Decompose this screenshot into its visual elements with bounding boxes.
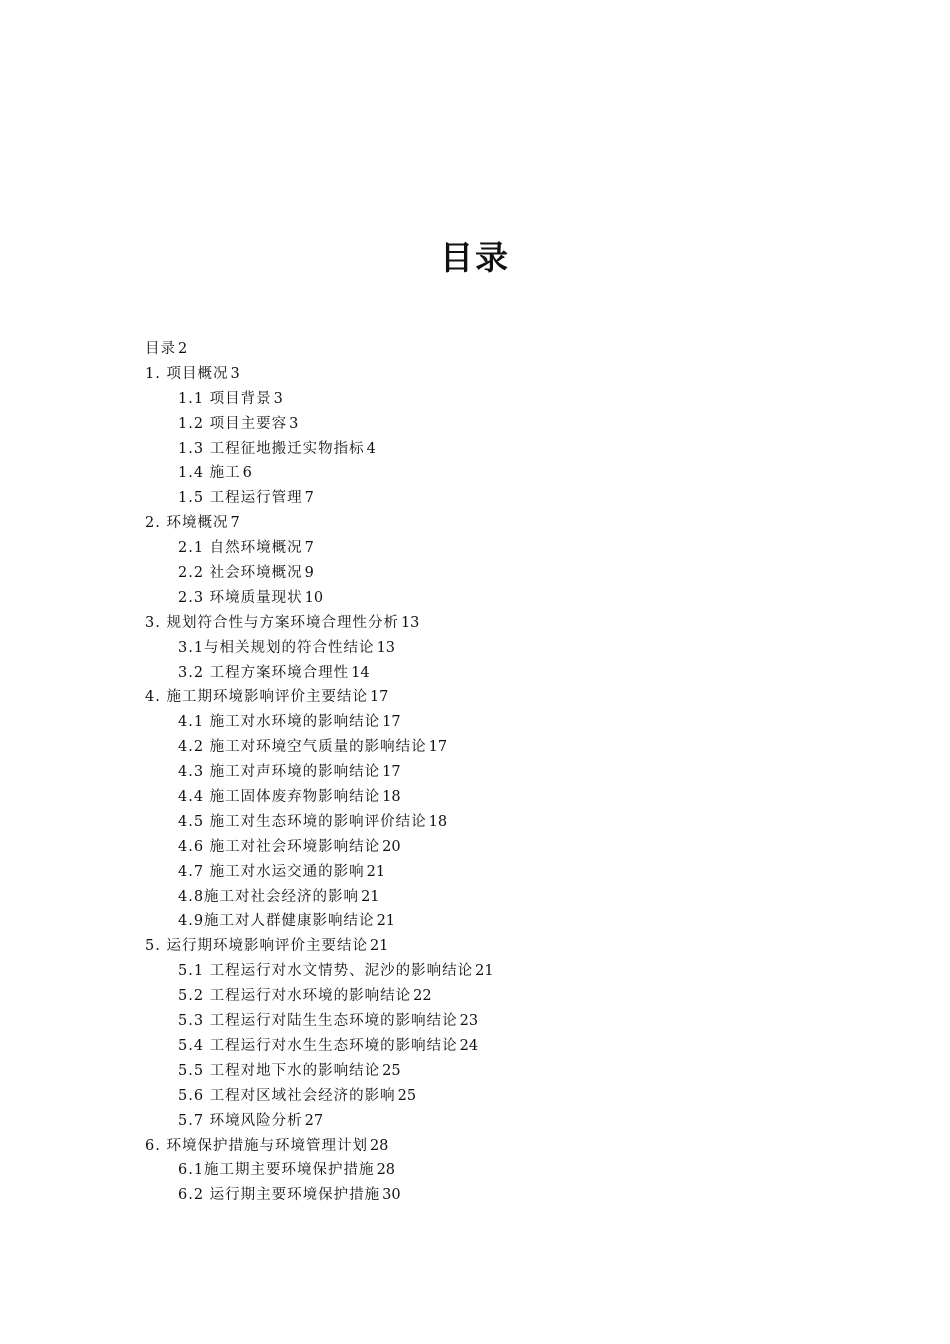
toc-entry-label: 5.1 工程运行对水文情势、泥沙的影响结论: [178, 963, 474, 980]
toc-entry-page-number: 20: [382, 838, 401, 855]
toc-entry[interactable]: [145, 1034, 845, 1059]
toc-entry[interactable]: [145, 412, 845, 437]
toc-entry[interactable]: [145, 735, 845, 760]
toc-entry[interactable]: [145, 934, 845, 959]
toc-entry-label: 4.1 施工对水环境的影响结论: [178, 714, 381, 731]
toc-entry[interactable]: [145, 710, 845, 735]
toc-entry[interactable]: [145, 461, 845, 486]
toc-entry[interactable]: [145, 1059, 845, 1084]
toc-entry-page-number: 17: [382, 714, 401, 731]
toc-entry[interactable]: [145, 437, 845, 462]
toc-entry-page-number: 3: [230, 365, 240, 382]
toc-entry-page-number: 7: [230, 515, 240, 532]
toc-entry-label: 1.4 施工: [178, 465, 241, 482]
toc-entry-label: 1.2 项目主要容: [178, 415, 288, 432]
toc-entry-page-number: 13: [400, 614, 420, 631]
toc-entry-page-number: 24: [459, 1037, 479, 1054]
toc-entry-page-number: 3: [273, 390, 283, 407]
toc-entry[interactable]: [145, 1183, 845, 1208]
toc-entry-page-number: 17: [428, 739, 448, 756]
toc-entry-label: 5.4 工程运行对水生生态环境的影响结论: [178, 1037, 458, 1054]
toc-entry-label: 4.3 施工对声环境的影响结论: [178, 764, 381, 781]
toc-entry[interactable]: [145, 1134, 845, 1159]
toc-entry-label: 4.6 施工对社会环境影响结论: [178, 838, 381, 855]
toc-entry-page-number: 13: [376, 639, 396, 656]
toc-entry[interactable]: [145, 959, 845, 984]
toc-entry[interactable]: [145, 661, 845, 686]
toc-entry[interactable]: [145, 810, 845, 835]
toc-entry-page-number: 6: [242, 465, 252, 482]
toc-entry-label: 6.1施工期主要环境保护措施: [178, 1162, 375, 1179]
toc-entry-label: 5.6 工程对区域社会经济的影响: [178, 1087, 396, 1104]
toc-entry[interactable]: [145, 561, 845, 586]
toc-entry[interactable]: [145, 337, 845, 362]
toc-entry-page-number: 21: [366, 863, 386, 880]
toc-entry-page-number: 28: [369, 1137, 389, 1154]
toc-entry[interactable]: [145, 785, 845, 810]
toc-entry-label: 1.1 项目背景: [178, 390, 272, 407]
toc-entry[interactable]: [145, 536, 845, 561]
toc-entry-page-number: 25: [397, 1087, 417, 1104]
toc-entry-page-number: 10: [304, 589, 324, 606]
toc-entry-label: 3. 规划符合性与方案环境合理性分析: [145, 614, 399, 631]
toc-entry-page-number: 14: [351, 664, 370, 681]
toc-entry[interactable]: [145, 586, 845, 611]
toc-entry-page-number: 18: [428, 813, 448, 830]
toc-entry-label: 1.3 工程征地搬迁实物指标: [178, 440, 365, 457]
toc-entry-label: 2.2 社会环境概况: [178, 565, 303, 582]
toc-entry-page-number: 4: [366, 440, 376, 457]
toc-entry-page-number: 28: [376, 1162, 396, 1179]
toc-entry-page-number: 21: [475, 963, 494, 980]
toc-entry-label: 3.2 工程方案环境合理性: [178, 664, 350, 681]
toc-entry-page-number: 21: [369, 938, 389, 955]
toc-entry-page-number: 9: [304, 565, 314, 582]
toc-entry-page-number: 21: [361, 888, 380, 905]
toc-entry[interactable]: [145, 1109, 845, 1134]
toc-entry-label: 6.2 运行期主要环境保护措施: [178, 1187, 381, 1204]
toc-entry[interactable]: [145, 984, 845, 1009]
toc-entry-label: 3.1与相关规划的符合性结论: [178, 639, 375, 656]
toc-entry-page-number: 27: [304, 1112, 324, 1129]
toc-entry[interactable]: [145, 511, 845, 536]
toc-entry[interactable]: [145, 685, 845, 710]
toc-entry[interactable]: [145, 760, 845, 785]
toc-entry-page-number: 22: [413, 988, 432, 1005]
toc-entry-label: 5. 运行期环境影响评价主要结论: [145, 938, 368, 955]
toc-entry-label: 4.8施工对社会经济的影响: [178, 888, 360, 905]
toc-entry-page-number: 2: [178, 341, 188, 357]
toc-entry-page-number: 3: [289, 415, 299, 432]
toc-entry-label: 2.3 环境质量现状: [178, 589, 303, 606]
toc-entry-label: 1.5 工程运行管理: [178, 490, 303, 507]
toc-entry-page-number: 17: [382, 764, 401, 781]
toc-entry[interactable]: [145, 860, 845, 885]
toc-entry[interactable]: [145, 835, 845, 860]
toc-entry[interactable]: [145, 636, 845, 661]
toc-entry[interactable]: [145, 1084, 845, 1109]
toc-entry-label: 2. 环境概况: [145, 515, 229, 532]
table-of-contents: [145, 337, 845, 1208]
toc-entry-page-number: 18: [382, 789, 401, 806]
toc-entry-label: 1. 项目概况: [145, 365, 229, 382]
toc-entry-page-number: 21: [376, 913, 396, 930]
toc-entry-page-number: 23: [459, 1013, 479, 1030]
toc-entry-label: 4.4 施工固体废弃物影响结论: [178, 789, 381, 806]
toc-entry-label: 4. 施工期环境影响评价主要结论: [145, 689, 368, 706]
toc-entry-label: 5.5 工程对地下水的影响结论: [178, 1062, 381, 1079]
toc-entry[interactable]: [145, 611, 845, 636]
toc-entry-label: 4.9施工对人群健康影响结论: [178, 913, 375, 930]
toc-entry-label: 4.5 施工对生态环境的影响评价结论: [178, 813, 427, 830]
toc-entry-page-number: 17: [369, 689, 389, 706]
toc-entry[interactable]: [145, 1158, 845, 1183]
toc-entry-page-number: 30: [382, 1187, 401, 1204]
toc-entry[interactable]: [145, 486, 845, 511]
toc-entry-label: 4.2 施工对环境空气质量的影响结论: [178, 739, 427, 756]
toc-entry-label: 5.7 环境风险分析: [178, 1112, 303, 1129]
toc-entry-label: 5.3 工程运行对陆生生态环境的影响结论: [178, 1013, 458, 1030]
toc-entry-label: 5.2 工程运行对水环境的影响结论: [178, 988, 412, 1005]
toc-entry-label: 2.1 自然环境概况: [178, 540, 303, 557]
toc-entry[interactable]: [145, 1009, 845, 1034]
toc-entry[interactable]: [145, 387, 845, 412]
toc-entry-label: 目录: [145, 341, 176, 357]
toc-entry[interactable]: [145, 909, 845, 934]
toc-entry-page-number: 7: [304, 490, 314, 507]
page-title: 目录: [440, 238, 510, 278]
toc-entry[interactable]: [145, 362, 845, 387]
toc-entry[interactable]: [145, 885, 845, 910]
toc-entry-label: 4.7 施工对水运交通的影响: [178, 863, 365, 880]
toc-entry-label: 6. 环境保护措施与环境管理计划: [145, 1137, 368, 1154]
toc-entry-page-number: 7: [304, 540, 314, 557]
toc-entry-page-number: 25: [382, 1062, 401, 1079]
